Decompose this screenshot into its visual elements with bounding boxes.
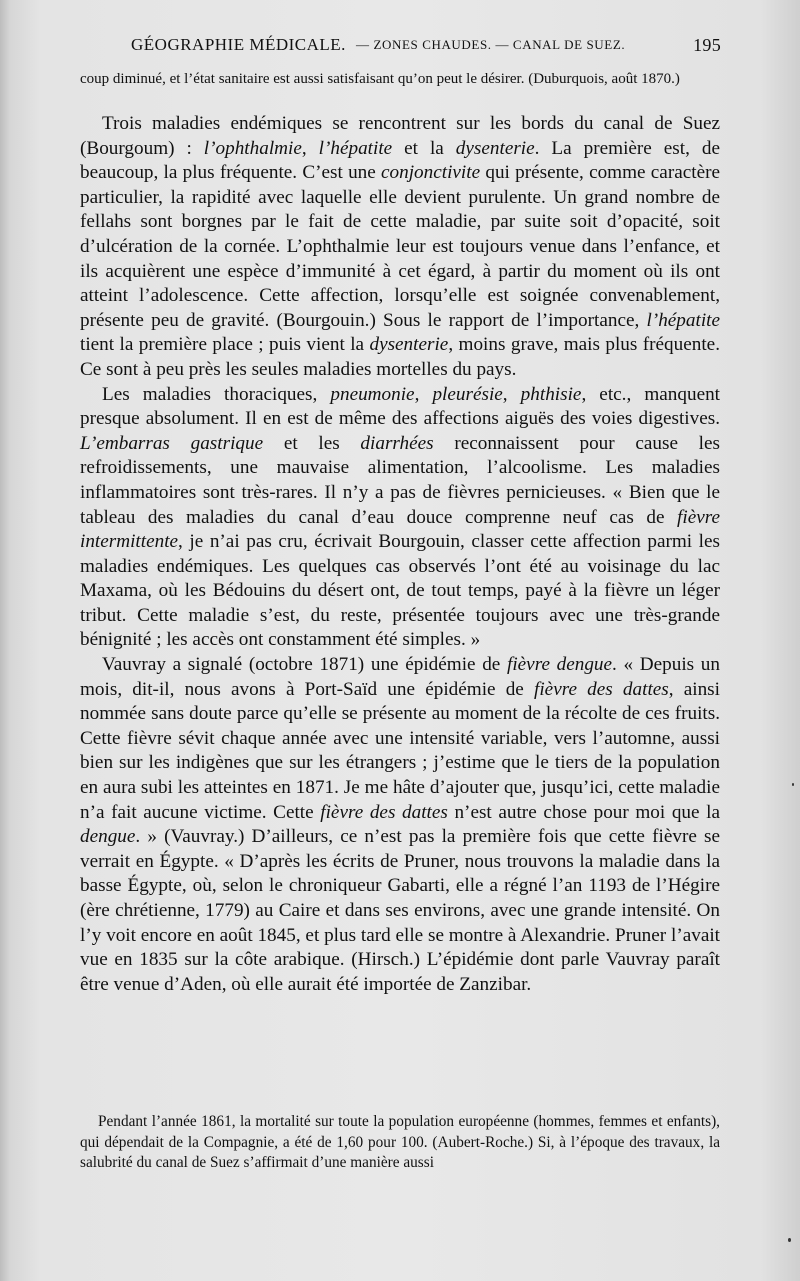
ink-speck: [792, 783, 794, 786]
page-number: 195: [693, 35, 721, 55]
text-run: Trois maladies endémiques se rencontrent sur les bords du canal de Suez (Bourgoum) :: [80, 113, 720, 159]
italic-term: dysenterie: [369, 334, 449, 356]
paragraph-dengue-fever: [80, 653, 720, 997]
italic-term: diarrhées: [360, 432, 434, 454]
italic-term: fièvre des dattes: [534, 678, 669, 700]
footnote-block: [80, 1112, 720, 1174]
running-head: [131, 35, 731, 57]
text-run: , ainsi nommée sans doute parce qu’elle se présente au moment de la récolte de ces fruits. Cette fièvre sévit chaque année avec une intensité variable, vers l’automne, aussi bien sur les indigènes que sur les étrangers ; j’estime que le tiers de la population en aura subi les atteintes en 1871. Je me hâte d’ajouter que, jusqu’ici, cette maladie n’a fait aucune victime. Cette: [80, 678, 720, 823]
italic-term: L’embarras gastrique: [80, 432, 264, 454]
italic-term: fièvre dengue: [507, 654, 613, 676]
text-run: ,: [502, 383, 521, 405]
italic-term: dengue: [80, 826, 136, 848]
text-run: tient la première place ; puis vient la: [80, 334, 370, 356]
italic-term: phthisie: [520, 383, 582, 405]
text-run: Les maladies thoraciques,: [102, 383, 331, 405]
running-head-title: GÉOGRAPHIE MÉDICALE.: [131, 35, 346, 54]
continued-text-paragraph: coup diminué, et l’état sanitaire est aussi satisfaisant qu’on peut le désirer. (Duburquois, août 1870.): [80, 71, 680, 87]
main-text: [80, 112, 720, 997]
ink-speck: [788, 1238, 791, 1242]
running-head-subtitle: — ZONES CHAUDES. — CANAL DE SUEZ.: [356, 37, 626, 52]
italic-term: l’ophthalmie: [203, 137, 302, 159]
text-run: , je n’ai pas cru, écrivait Bourgouin, classer cette affection parmi les maladies endémiques. Les quelques cas observés l’ont été au voisinage du lac Maxama, où les Bédouins du désert ont, de tout temps, payé à la fièvre un léger tribut. Cette maladie s’est, du reste, présentée toujours avec une très-grande bénignité ; les accès ont constamment été simples. »: [80, 531, 720, 651]
italic-term: pneumonie: [330, 383, 415, 405]
footnote-paragraph: Pendant l’année 1861, la mortalité sur toute la population européenne (hommes, femmes et enfants), qui dépendait de la Compagnie, a été de 1,60 pour 100. (Aubert-Roche.) Si, à l’époque des travaux, la salubrité du canal de Suez s’affirmait d’une manière aussi: [80, 1113, 720, 1171]
italic-term: l’hépatite: [646, 309, 720, 331]
text-run: ,: [414, 383, 433, 405]
italic-term: fièvre intermittente: [80, 506, 720, 553]
text-run: , moins grave, mais plus fréquente. Ce sont à peu près les seules maladies mortelles du pays.: [80, 334, 720, 380]
italic-term: dysenterie: [455, 137, 535, 159]
text-run: Vauvray a signalé (octobre 1871) une épidémie de: [102, 654, 507, 676]
italic-term: l’hépatite: [318, 137, 393, 159]
text-run: n’est autre chose pour moi que la: [447, 801, 720, 823]
text-run: . « Depuis un mois, dit-il, nous avons à Port-Saïd une épidémie de: [80, 654, 720, 700]
text-run: . La première est, de beaucoup, la plus fréquente. C’est une: [80, 137, 720, 184]
continued-text: [80, 70, 720, 89]
text-run: et les: [263, 432, 361, 454]
text-run: , etc., manquent presque absolument. Il en est de même des affections aiguës des voies digestives.: [80, 383, 721, 430]
italic-term: pleurésie: [432, 383, 503, 405]
italic-term: fièvre des dattes: [320, 801, 448, 823]
paragraph-endemic-diseases: [80, 112, 720, 383]
paragraph-thoracic-diseases: [80, 383, 720, 654]
text-run: ,: [301, 137, 319, 159]
text-run: qui présente, comme caractère particulier, la rapidité avec laquelle elle devient purulente. Un grand nombre de fellahs sont borgnes par le fait de cette maladie, par suite soit d’opacité, soit d’ulcération de la cornée. L’ophthalmie leur est toujours venue dans l’enfance, et ils acquièrent une espèce d’immunité à cet égard, à partir du moment où ils ont atteint l’adolescence. Cette affection, lorsqu’elle est soignée convenablement, présente peu de gravité. (Bourgouin.) Sous le rapport de l’importance,: [80, 162, 720, 331]
text-run: . » (Vauvray.) D’ailleurs, ce n’est pas la première fois que cette fièvre se verrait en Égypte. « D’après les écrits de Pruner, nous trouvons la maladie dans la basse Égypte, où, selon le chroniqueur Gabarti, elle a régné l’an 1193 de l’Hégire (ère chrétienne, 1779) au Caire et dans ses environs, avec une grande intensité. On l’y voit encore en août 1845, et plus tard elle se montre à Alexandrie. Pruner l’avait vue en 1835 sur la côte arabique. (Hirsch.) L’épidémie dont parle Vauvray paraît être venue d’Aden, où elle aurait été importée de Zanzibar.: [80, 826, 720, 995]
text-run: et la: [392, 137, 456, 159]
italic-term: conjonctivite: [381, 162, 481, 184]
text-run: reconnaissent pour cause les refroidissements, une mauvaise alimentation, l’alcoolisme. Les maladies inflammatoires sont très-rares. Il n’y a pas de fièvres pernicieuses. « Bien que le tableau des maladies du canal d’eau douce comprenne neuf cas de: [80, 432, 720, 528]
